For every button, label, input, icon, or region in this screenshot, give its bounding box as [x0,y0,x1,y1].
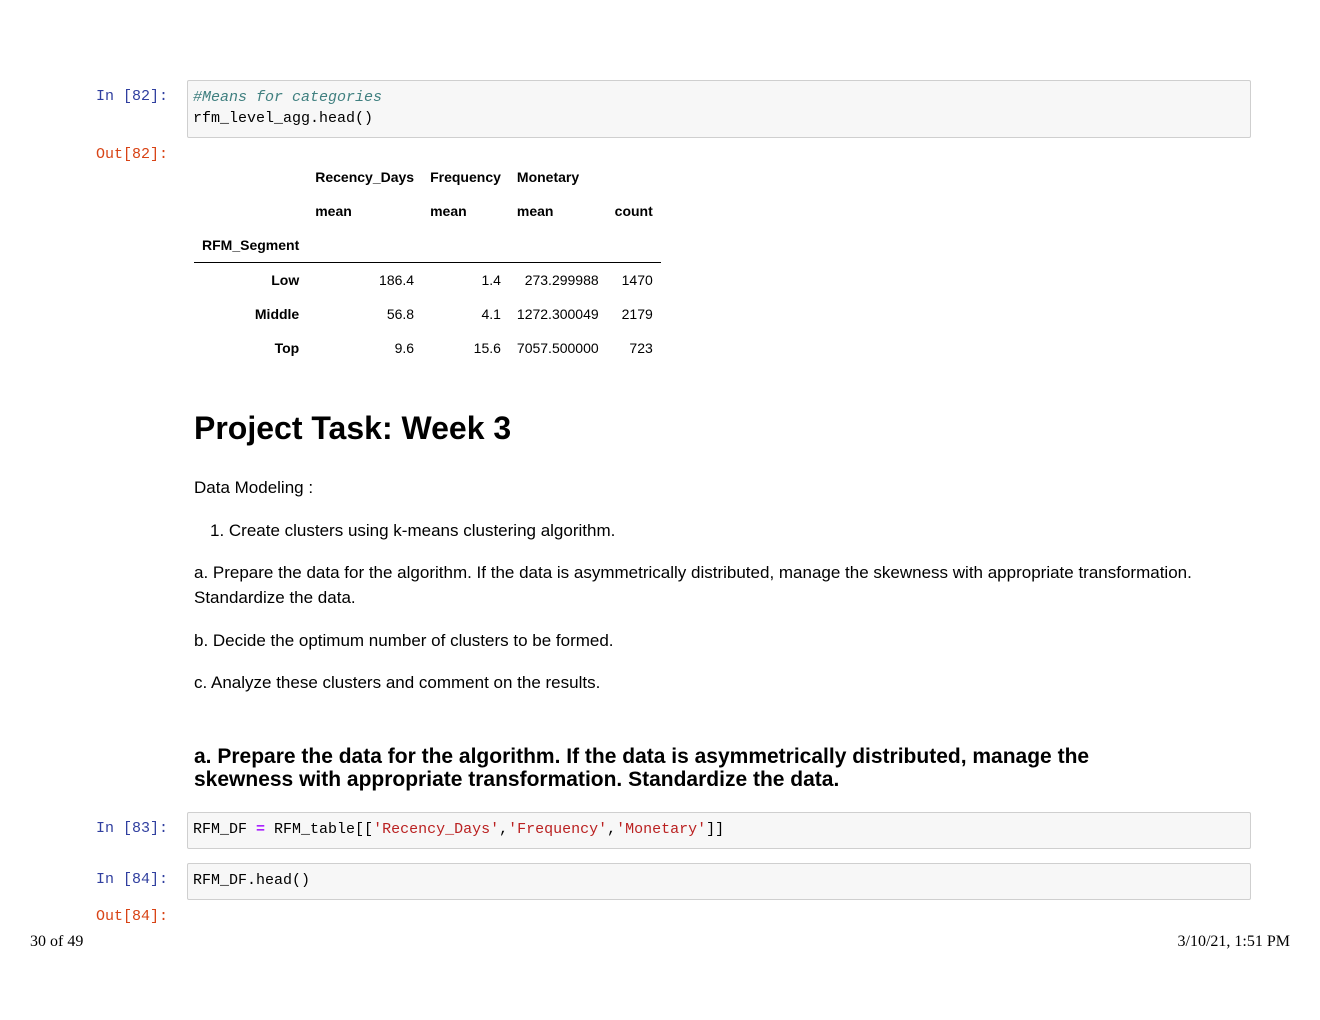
table-row [194,263,661,298]
cell-count: 1470 [621,272,653,288]
out-prompt-84: Out[84]: [96,908,169,925]
code-string: 'Frequency' [508,821,608,838]
code-cell-83[interactable] [187,812,1251,849]
code-line: rfm_level_agg.head() [193,110,374,127]
cell-count: 723 [629,340,653,356]
row-label: Top [274,340,300,356]
index-name-row [194,228,661,263]
cell-recency: 9.6 [394,340,415,356]
header-cell [607,160,661,194]
cell-frequency: 15.6 [473,340,501,356]
cell-monetary: 1272.300049 [516,306,599,322]
code-token: ]] [706,821,725,838]
index-name: RFM_Segment [194,228,307,263]
header-cell: mean [430,203,467,219]
in-prompt-82: In [82]: [96,88,169,105]
cell-monetary: 273.299988 [524,272,599,288]
paragraph-c: c. Analyze these clusters and comment on the results. [194,673,601,692]
cell-recency: 186.4 [379,272,415,288]
in-prompt-84: In [84]: [96,871,169,888]
table-row [194,331,661,365]
table-row [194,297,661,331]
header-cell: count [614,203,653,219]
header-row-1 [194,160,661,194]
cell-monetary: 7057.500000 [516,340,599,356]
code-string: 'Monetary' [616,821,707,838]
page-number: 30 of 49 [30,933,84,950]
header-row-2 [194,194,661,228]
code-cell-84[interactable] [187,863,1251,900]
paragraph-b: b. Decide the optimum number of clusters to be formed. [194,631,614,650]
header-cell [194,160,307,194]
header-cell: Recency_Days [315,169,415,185]
paragraph-a: a. Prepare the data for the algorithm. If the data is asymmetrically distributed, manage the skewness with appropriate transformation. Standardize the data. [194,563,1192,607]
code-comment: #Means for categories [193,89,383,106]
header-cell [194,194,307,228]
code-line: RFM_DF.head() [193,872,311,889]
code-token: RFM_table[[ [265,821,374,838]
section-heading-a: a. Prepare the data for the algorithm. If the data is asymmetrically distributed, manage the skewness with appropriate transformation. Standardize the data. [194,745,1090,791]
subtitle-text: Data Modeling : [194,478,314,497]
dataframe-table [194,160,661,365]
cell-count: 2179 [621,306,653,322]
section-title: Project Task: Week 3 [194,410,512,446]
cell-recency: 56.8 [386,306,415,322]
list-item: 1. Create clusters using k-means clustering algorithm. [210,521,616,540]
code-string: 'Recency_Days' [373,821,500,838]
header-cell: mean [315,203,352,219]
header-cell: mean [516,203,554,219]
row-label: Middle [254,306,300,322]
in-prompt-83: In [83]: [96,820,169,837]
code-token: , [499,821,509,838]
header-cell: Monetary [516,169,580,185]
print-datetime: 3/10/21, 1:51 PM [1177,933,1290,950]
header-cell: Frequency [430,169,501,185]
cell-frequency: 1.4 [481,272,501,288]
code-token: RFM_DF [193,821,257,838]
row-label: Low [271,272,300,288]
cell-frequency: 4.1 [481,306,501,322]
code-cell-82[interactable] [187,80,1251,138]
code-token: , [607,821,617,838]
out-prompt-82: Out[82]: [96,146,169,163]
code-operator: = [256,821,266,838]
